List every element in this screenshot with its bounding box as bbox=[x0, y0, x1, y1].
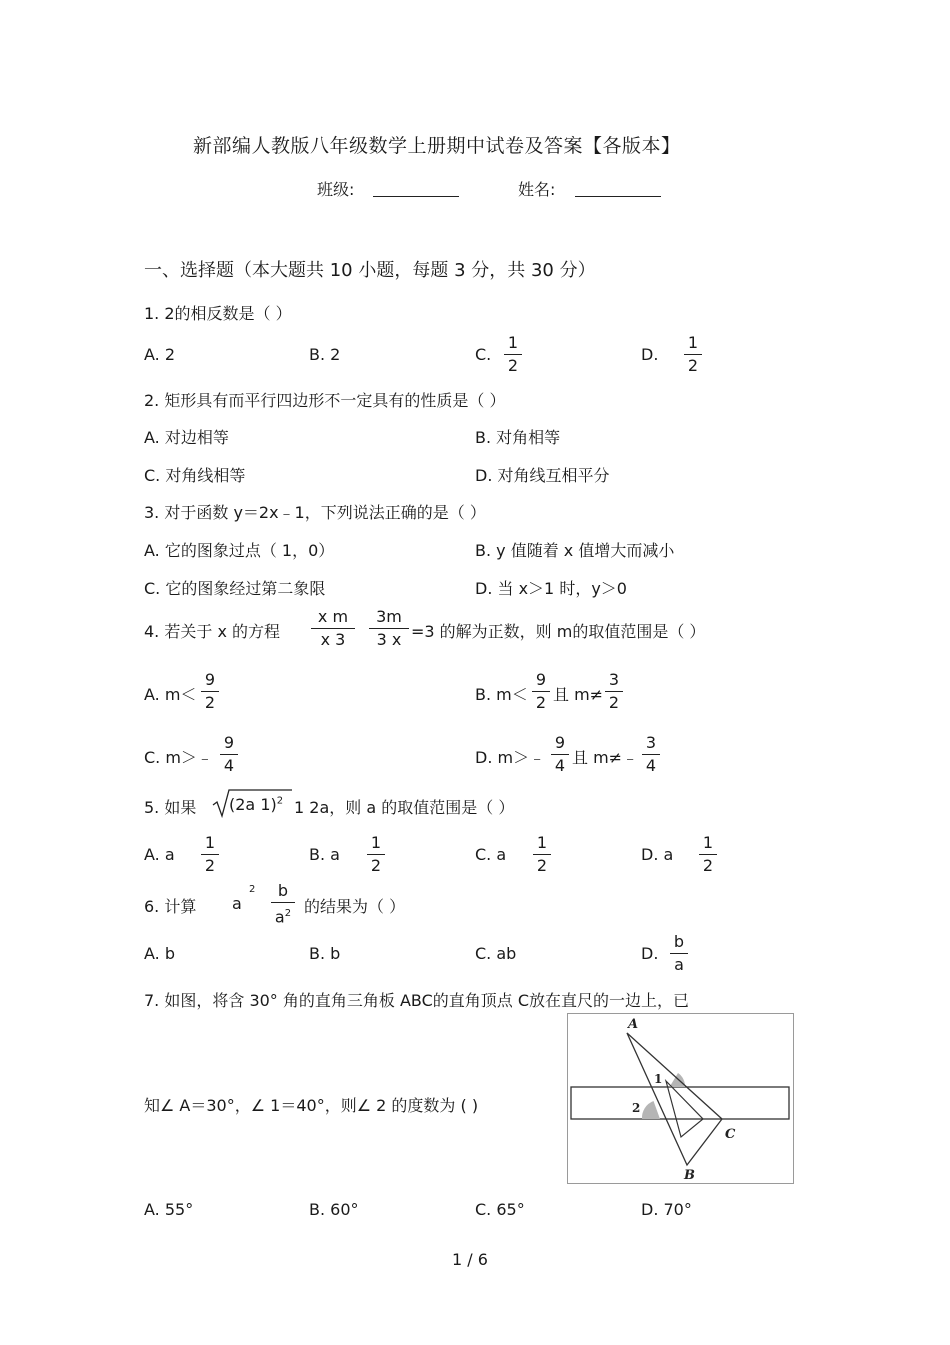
q5-option-c: C. a bbox=[475, 845, 507, 864]
fraction-denominator: 4 bbox=[223, 756, 235, 775]
fraction-numerator: 1 bbox=[687, 333, 699, 352]
fraction-numerator: 1 bbox=[536, 833, 548, 852]
fraction-denominator: 4 bbox=[554, 756, 566, 775]
question-4-stem-end: =3 的解为正数，则 m的取值范围是（ ） bbox=[411, 622, 706, 641]
q4-option-d-fraction-2 bbox=[641, 732, 661, 777]
q5-radicand bbox=[229, 795, 283, 814]
label-vertex-a: A bbox=[628, 1017, 639, 1032]
q4-option-d-fraction-1 bbox=[550, 732, 570, 777]
question-6-stem-end: 的结果为（ ） bbox=[304, 897, 406, 916]
fraction-numerator: b bbox=[673, 932, 685, 951]
q4-option-b-condition: 且 m≠ bbox=[553, 685, 604, 704]
q6-base: a bbox=[232, 894, 242, 913]
q4-option-b: B. m＜ bbox=[475, 685, 528, 704]
q3-option-a: A. 它的图象过点（ 1，0） bbox=[144, 541, 335, 560]
label-vertex-c: C bbox=[725, 1127, 736, 1142]
fraction-numerator: x m bbox=[317, 607, 349, 626]
q1-option-c-fraction bbox=[503, 332, 523, 377]
q5-option-c-fraction bbox=[532, 832, 552, 877]
label-angle-1: 1 bbox=[654, 1072, 663, 1086]
q5-option-b-fraction bbox=[366, 832, 386, 877]
label-angle-2: 2 bbox=[632, 1101, 641, 1115]
fraction-denominator: 2 bbox=[536, 856, 548, 875]
fraction-numerator: 3m bbox=[376, 607, 402, 626]
fraction-numerator: 3 bbox=[608, 670, 620, 689]
q4-option-a-fraction bbox=[200, 669, 220, 714]
q7-option-c: C. 65° bbox=[475, 1200, 525, 1219]
q4-equation-fraction-1 bbox=[310, 606, 356, 651]
q1-option-a: A. 2 bbox=[144, 345, 176, 364]
fraction-denominator: a bbox=[674, 955, 684, 974]
q3-option-b: B. y 值随着 x 值增大而减小 bbox=[475, 541, 675, 560]
q6-fraction-denominator-base: a bbox=[274, 907, 285, 927]
q5-option-d: D. a bbox=[641, 845, 674, 864]
q6-option-b: B. b bbox=[309, 944, 341, 963]
q7-figure bbox=[567, 1013, 794, 1184]
fraction-denominator: 2 bbox=[204, 856, 216, 875]
label-vertex-b: B bbox=[684, 1168, 695, 1183]
q6-option-d: D. bbox=[641, 944, 659, 963]
q7-option-a: A. 55° bbox=[144, 1200, 194, 1219]
q2-option-c: C. 对角线相等 bbox=[144, 466, 246, 485]
q5-exponent: 2 bbox=[276, 795, 284, 807]
q5-option-a-fraction bbox=[200, 832, 220, 877]
q4-option-b-fraction-2 bbox=[604, 669, 624, 714]
q1-option-c: C. bbox=[475, 345, 492, 364]
q1-option-b: B. 2 bbox=[309, 345, 341, 364]
q6-exponent: 2 bbox=[249, 884, 256, 895]
figure-border bbox=[568, 1014, 794, 1184]
name-blank bbox=[575, 196, 661, 197]
fraction-denominator bbox=[270, 903, 296, 928]
q5-option-b: B. a bbox=[309, 845, 340, 864]
document-title: 新部编人教版八年级数学上册期中试卷及答案【各版本】 bbox=[193, 135, 681, 157]
q2-option-d: D. 对角线互相平分 bbox=[475, 466, 610, 485]
question-5-stem-start: 5. 如果 bbox=[144, 798, 197, 817]
fraction-denominator: 2 bbox=[687, 356, 699, 375]
q4-option-a: A. m＜ bbox=[144, 685, 197, 704]
q6-fraction-denominator-exponent: 2 bbox=[284, 908, 292, 919]
fraction-denominator: x 3 bbox=[320, 630, 346, 649]
fraction-denominator: 4 bbox=[645, 756, 657, 775]
question-3-stem: 3. 对于函数 y＝2x﹣1，下列说法正确的是（ ） bbox=[144, 503, 486, 522]
fraction-numerator: 9 bbox=[204, 670, 216, 689]
q4-option-c: C. m＞﹣ bbox=[144, 748, 213, 767]
q2-option-b: B. 对角相等 bbox=[475, 428, 561, 447]
q3-option-d: D. 当 x＞1 时，y＞0 bbox=[475, 579, 627, 598]
fraction-denominator: 2 bbox=[608, 693, 620, 712]
q4-option-d: D. m＞﹣ bbox=[475, 748, 546, 767]
q4-option-d-condition: 且 m≠﹣ bbox=[572, 748, 639, 767]
q4-option-c-fraction bbox=[219, 732, 239, 777]
q6-fraction bbox=[270, 880, 296, 928]
question-4-stem-start: 4. 若关于 x 的方程 bbox=[144, 622, 280, 641]
fraction-denominator: 2 bbox=[702, 856, 714, 875]
q6-option-a: A. b bbox=[144, 944, 175, 963]
section-heading: 一、选择题（本大题共 10 小题，每题 3 分，共 30 分） bbox=[144, 260, 596, 281]
q1-option-d-fraction bbox=[683, 332, 703, 377]
fraction-denominator: 3 x bbox=[376, 630, 402, 649]
fraction-numerator: b bbox=[277, 881, 289, 900]
q6-option-d-fraction bbox=[669, 931, 689, 976]
fraction-denominator: 2 bbox=[370, 856, 382, 875]
page-number: 1 / 6 bbox=[452, 1250, 488, 1269]
class-blank bbox=[373, 196, 459, 197]
fraction-denominator: 2 bbox=[204, 693, 216, 712]
fraction-numerator: 1 bbox=[370, 833, 382, 852]
q5-option-a: A. a bbox=[144, 845, 175, 864]
q6-option-c: C. ab bbox=[475, 944, 517, 963]
q7-option-b: B. 60° bbox=[309, 1200, 359, 1219]
q3-option-c: C. 它的图象经过第二象限 bbox=[144, 579, 326, 598]
fraction-numerator: 3 bbox=[645, 733, 657, 752]
fraction-numerator: 1 bbox=[204, 833, 216, 852]
fraction-numerator: 9 bbox=[223, 733, 235, 752]
question-7-stem-line-2: 知∠ A＝30°，∠ 1＝40°，则∠ 2 的度数为 ( ) bbox=[144, 1096, 479, 1115]
fraction-numerator: 1 bbox=[507, 333, 519, 352]
question-5-stem-end: 1 2a，则 a 的取值范围是（ ） bbox=[294, 798, 515, 817]
fraction-numerator: 9 bbox=[554, 733, 566, 752]
fraction-denominator: 2 bbox=[507, 356, 519, 375]
fraction-numerator: 1 bbox=[702, 833, 714, 852]
q5-option-d-fraction bbox=[698, 832, 718, 877]
q7-option-d: D. 70° bbox=[641, 1200, 692, 1219]
question-6-stem-start: 6. 计算 bbox=[144, 897, 197, 916]
question-2-stem: 2. 矩形具有而平行四边形不一定具有的性质是（ ） bbox=[144, 391, 506, 410]
fraction-denominator: 2 bbox=[535, 693, 547, 712]
class-label: 班级: bbox=[317, 180, 355, 199]
q4-equation-fraction-2 bbox=[368, 606, 410, 651]
q2-option-a: A. 对边相等 bbox=[144, 428, 229, 447]
question-1-stem: 1. 2的相反数是（ ） bbox=[144, 304, 292, 323]
name-label: 姓名: bbox=[518, 180, 556, 199]
question-7-stem-line-1: 7. 如图，将含 30° 角的直角三角板 ABC的直角顶点 C放在直尺的一边上，已 bbox=[144, 991, 690, 1010]
q5-radicand-text: (2a 1) bbox=[229, 795, 277, 814]
q4-option-b-fraction-1 bbox=[531, 669, 551, 714]
fraction-numerator: 9 bbox=[535, 670, 547, 689]
q1-option-d: D. bbox=[641, 345, 659, 364]
